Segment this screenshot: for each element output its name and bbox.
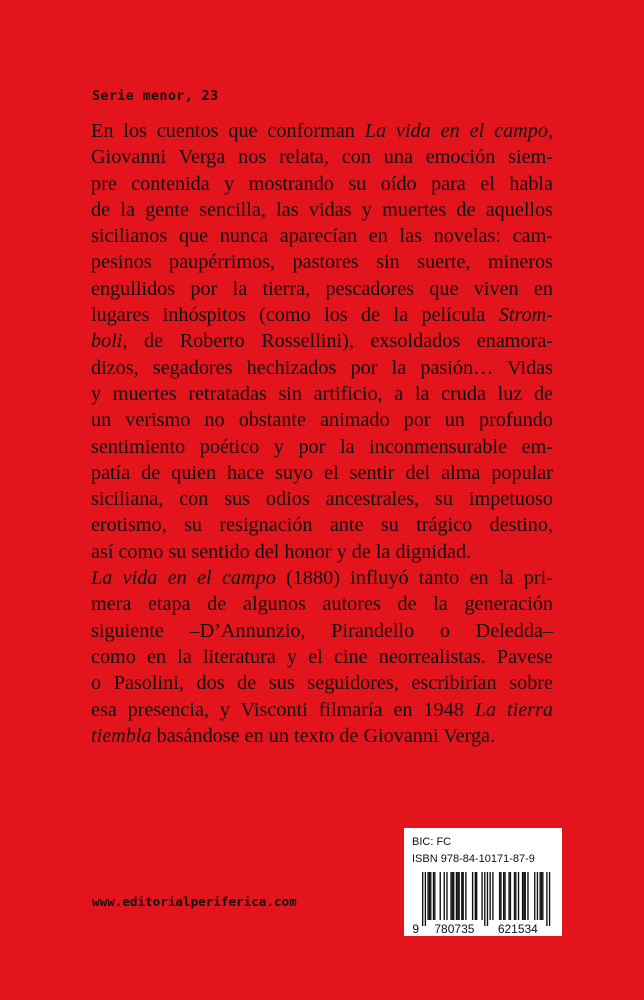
barcode-bar	[452, 872, 453, 920]
series-label: Serie menor, 23	[92, 88, 219, 104]
blurb-run: erotismo, su resignación ante su trágico destino,	[91, 514, 553, 537]
barcode-bar	[453, 872, 454, 920]
barcode-bar	[539, 872, 540, 920]
blurb-line	[91, 249, 553, 275]
barcode-bar	[542, 872, 543, 920]
blurb-line	[91, 486, 553, 512]
blurb-run: , de Roberto Rossellini), exsoldados enamora-	[122, 330, 553, 353]
barcode-bar	[523, 872, 524, 920]
barcode-bar	[422, 872, 423, 926]
barcode-bar	[425, 872, 426, 926]
blurb-line	[91, 381, 553, 407]
blurb-run: basándose en un texto de Giovanni Verga.	[151, 724, 496, 747]
blurb-run: sentimiento poético y por la inconmensurable em-	[91, 435, 553, 458]
blurb-run: patía de quien hace suyo el sentir del alma popular	[91, 461, 553, 484]
barcode-bar	[465, 872, 466, 920]
blurb-line	[91, 118, 553, 144]
blurb-run: En los cuentos que conforman	[91, 120, 365, 142]
barcode-block	[404, 828, 562, 936]
blurb-run: Giovanni Verga nos relata, con una emoción siem-	[91, 146, 553, 169]
blurb-run: ,	[547, 120, 553, 142]
blurb-line	[91, 460, 553, 486]
barcode-bar	[504, 872, 505, 920]
barcode-bar	[472, 872, 473, 920]
barcode-bar	[440, 872, 441, 920]
blurb-line	[91, 328, 553, 354]
barcode-bar	[510, 872, 511, 920]
barcode-bar	[461, 872, 462, 920]
blurb-line	[91, 512, 553, 538]
blurb-line	[91, 697, 553, 723]
barcode-bar	[522, 872, 523, 920]
barcode-bar	[463, 872, 464, 920]
barcode-bar	[446, 872, 447, 920]
blurb-line	[91, 591, 553, 617]
blurb-line	[91, 276, 553, 302]
barcode-bar	[484, 872, 485, 926]
blurb-run: así como su sentido del honor y de la dignidad.	[91, 540, 472, 563]
barcode-bar	[444, 872, 445, 920]
blurb-italic-run: La tierra	[474, 698, 553, 721]
barcode-bar	[499, 872, 500, 920]
blurb-run: dizos, segadores hechizados por la pasión… Vidas	[91, 356, 553, 379]
isbn-code: ISBN 978-84-10171-87-9	[412, 853, 535, 865]
barcode-bar	[503, 872, 504, 920]
blurb-text	[91, 118, 553, 749]
blurb-line	[91, 539, 553, 565]
blurb-line	[91, 618, 553, 644]
barcode-bar	[508, 872, 509, 920]
blurb-run: o Pasolini, dos de sus seguidores, escribirían sobre	[91, 672, 553, 695]
barcode-bar	[481, 872, 482, 920]
blurb-line	[91, 565, 553, 591]
barcode-image	[410, 872, 556, 934]
blurb-run: sicilianos que nunca aparecían en las novelas: cam-	[91, 225, 553, 248]
barcode-bar	[476, 872, 477, 920]
publisher-website: www.editorialperiferica.com	[92, 894, 297, 909]
barcode-bar	[518, 872, 519, 920]
barcode-bar	[549, 872, 550, 926]
blurb-line	[91, 723, 553, 749]
barcode-bar	[534, 872, 535, 920]
barcode-bar	[490, 872, 491, 920]
blurb-italic-run: Strom-	[498, 304, 553, 327]
blurb-italic-run: La vida en el campo	[364, 120, 548, 142]
blurb-italic-run: tiembla	[91, 724, 152, 747]
blurb-line	[91, 171, 553, 197]
barcode-bar	[475, 872, 476, 920]
blurb-italic-run: La vida en el campo	[91, 567, 276, 590]
blurb-run: lugares inhóspitos (como los de la película	[91, 304, 499, 327]
barcode-bar	[433, 872, 434, 920]
barcode-bar	[429, 872, 430, 920]
blurb-run: esa presencia, y Visconti filmaría en 1948	[91, 698, 475, 721]
barcode-bar	[458, 872, 459, 920]
barcode-bar	[500, 872, 501, 920]
blurb-line	[91, 407, 553, 433]
blurb-line	[91, 670, 553, 696]
barcode-bar	[487, 872, 488, 926]
barcode-bar	[430, 872, 431, 920]
blurb-run: siciliana, con sus odios ancestrales, su impetuoso	[91, 488, 553, 511]
barcode-bar	[514, 872, 515, 920]
blurb-run: engullidos por la tierra, pescadores que viven en	[91, 277, 553, 300]
barcode-bar	[434, 872, 435, 920]
blurb-run: pre contenida y mostrando su oído para el habla	[91, 172, 553, 195]
barcode-digits: 780735	[434, 922, 475, 934]
blurb-run: un verismo no obstante animado por un profundo	[91, 409, 553, 432]
barcode-bar	[457, 872, 458, 920]
barcode-bar	[456, 872, 457, 920]
barcode-bar	[541, 872, 542, 920]
blurb-run: (1880) influyó tanto en la pri-	[275, 567, 553, 590]
blurb-line	[91, 644, 553, 670]
blurb-italic-run: boli	[91, 330, 123, 353]
blurb-line	[91, 434, 553, 460]
bic-code: BIC: FC	[412, 836, 452, 848]
blurb-run: siguiente –D’Annunzio, Pirandello o Deledda–	[91, 619, 553, 642]
barcode-bar	[537, 872, 538, 920]
blurb-run: de la gente sencilla, las vidas y muertes de aquellos	[91, 198, 553, 221]
blurb-line	[91, 197, 553, 223]
blurb-line	[91, 144, 553, 170]
blurb-line	[91, 355, 553, 381]
barcode-bar	[525, 872, 526, 920]
barcode-digits: 9	[412, 922, 419, 934]
barcode-bar	[450, 872, 451, 920]
barcode-bar	[492, 872, 493, 920]
blurb-run: pesinos paupérrimos, pastores sin suerte, mineros	[91, 251, 553, 274]
blurb-run: como en la literatura y el cine neorrealistas. Pavese	[91, 645, 553, 668]
blurb-run: y muertes retratadas sin artificio, a la cruda luz de	[91, 382, 553, 405]
barcode-bar	[546, 872, 547, 926]
blurb-line	[91, 223, 553, 249]
blurb-run: mera etapa de algunos autores de la generación	[91, 593, 553, 616]
barcode-bar	[427, 872, 428, 920]
barcode-digits: 621534	[497, 922, 538, 934]
barcode-bar	[527, 872, 528, 920]
barcode-bar	[515, 872, 516, 920]
blurb-line	[91, 302, 553, 328]
